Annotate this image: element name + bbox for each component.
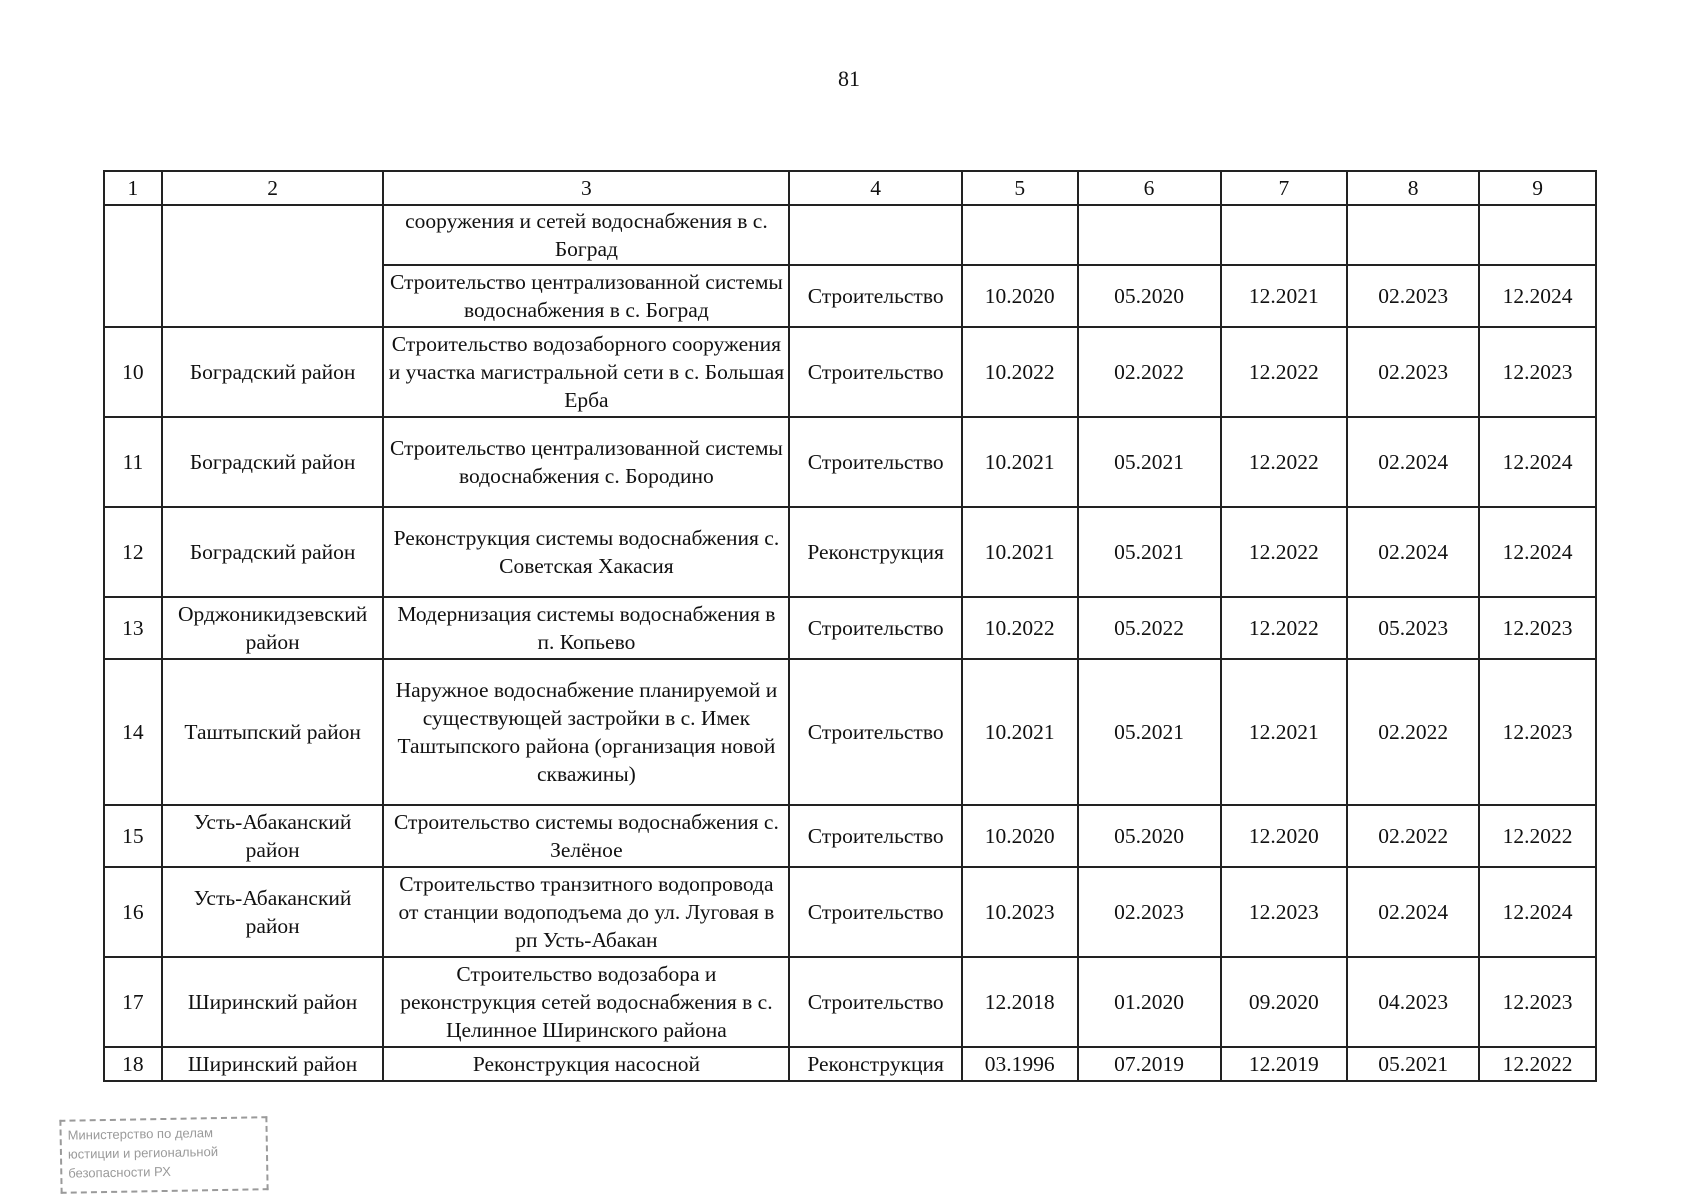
- cell-col6: [1078, 205, 1221, 265]
- cell-col8: 02.2022: [1347, 805, 1479, 867]
- cell-col7: [1221, 205, 1348, 265]
- cell-kind: Строительство: [789, 417, 961, 507]
- cell-col8: 05.2023: [1347, 597, 1479, 659]
- cell-col9: 12.2023: [1479, 659, 1596, 805]
- cell-kind: [789, 205, 961, 265]
- cell-kind: Реконструкция: [789, 507, 961, 597]
- table-row: [104, 867, 1596, 957]
- cell-num: 18: [104, 1047, 162, 1081]
- cell-district: Ширинский район: [162, 957, 384, 1047]
- cell-col6: 01.2020: [1078, 957, 1221, 1047]
- cell-kind: Строительство: [789, 265, 961, 327]
- cell-col7: 12.2021: [1221, 659, 1348, 805]
- table-row: [104, 805, 1596, 867]
- cell-col8: 02.2024: [1347, 507, 1479, 597]
- cell-col8: 05.2021: [1347, 1047, 1479, 1081]
- cell-num: 17: [104, 957, 162, 1047]
- cell-kind: Строительство: [789, 957, 961, 1047]
- table-row: [104, 327, 1596, 417]
- cell-num: [104, 205, 162, 327]
- cell-col5: [962, 205, 1078, 265]
- cell-num: 14: [104, 659, 162, 805]
- table-row: [104, 1047, 1596, 1081]
- cell-col6: 07.2019: [1078, 1047, 1221, 1081]
- cell-col6: 02.2023: [1078, 867, 1221, 957]
- cell-kind: Реконструкция: [789, 1047, 961, 1081]
- cell-district: Ширинский район: [162, 1047, 384, 1081]
- cell-kind: Строительство: [789, 597, 961, 659]
- cell-col7: 12.2022: [1221, 417, 1348, 507]
- cell-col8: 02.2024: [1347, 867, 1479, 957]
- cell-num: 11: [104, 417, 162, 507]
- cell-col9: 12.2022: [1479, 1047, 1596, 1081]
- cell-col9: 12.2024: [1479, 507, 1596, 597]
- cell-district: Боградский район: [162, 507, 384, 597]
- cell-district: Орджоникидзевский район: [162, 597, 384, 659]
- cell-description: Реконструкция системы водоснабжения с. Советская Хакасия: [383, 507, 789, 597]
- cell-col9: 12.2022: [1479, 805, 1596, 867]
- cell-col7: 12.2022: [1221, 597, 1348, 659]
- continuation-row: [104, 205, 1596, 265]
- header-row: [104, 171, 1596, 205]
- cell-col5: 03.1996: [962, 1047, 1078, 1081]
- cell-col5: 10.2021: [962, 507, 1078, 597]
- table-row: [104, 659, 1596, 805]
- cell-district: Усть-Абаканский район: [162, 867, 384, 957]
- cell-col7: 09.2020: [1221, 957, 1348, 1047]
- cell-description: Реконструкция насосной: [383, 1047, 789, 1081]
- cell-description: Строительство водозабора и реконструкция сетей водоснабжения в с. Целинное Ширинского района: [383, 957, 789, 1047]
- cell-kind: Строительство: [789, 327, 961, 417]
- table-row: [104, 417, 1596, 507]
- cell-district: Усть-Абаканский район: [162, 805, 384, 867]
- cell-col5: 12.2018: [962, 957, 1078, 1047]
- cell-col5: 10.2022: [962, 327, 1078, 417]
- cell-col7: 12.2022: [1221, 327, 1348, 417]
- cell-col5: 10.2020: [962, 805, 1078, 867]
- table-header: [104, 171, 1596, 205]
- cell-col8: 02.2022: [1347, 659, 1479, 805]
- cell-num: 16: [104, 867, 162, 957]
- cell-col9: 12.2024: [1479, 417, 1596, 507]
- ministry-stamp: [59, 1116, 268, 1194]
- cell-description: Строительство централизованной системы водоснабжения в с. Боград: [383, 265, 789, 327]
- cell-description: Модернизация системы водоснабжения в п. Копьево: [383, 597, 789, 659]
- header-cell-7: 7: [1221, 171, 1348, 205]
- table-body: [104, 205, 1596, 1081]
- cell-col6: 05.2021: [1078, 417, 1221, 507]
- header-cell-6: 6: [1078, 171, 1221, 205]
- cell-col7: 12.2022: [1221, 507, 1348, 597]
- header-cell-9: 9: [1479, 171, 1596, 205]
- cell-description: Строительство транзитного водопровода от станции водоподъема до ул. Луговая в рп Усть-Абакан: [383, 867, 789, 957]
- cell-col6: 05.2020: [1078, 265, 1221, 327]
- cell-col6: 05.2022: [1078, 597, 1221, 659]
- cell-col8: [1347, 205, 1479, 265]
- cell-num: 12: [104, 507, 162, 597]
- header-cell-2: 2: [162, 171, 384, 205]
- cell-col9: 12.2023: [1479, 597, 1596, 659]
- cell-col7: 12.2019: [1221, 1047, 1348, 1081]
- cell-col5: 10.2022: [962, 597, 1078, 659]
- cell-col9: 12.2023: [1479, 327, 1596, 417]
- cell-col7: 12.2021: [1221, 265, 1348, 327]
- cell-district: Боградский район: [162, 327, 384, 417]
- stamp-line: безопасности РХ: [68, 1163, 171, 1181]
- cell-description: Наружное водоснабжение планируемой и существующей застройки в с. Имек Таштыпского района (организация новой скважины): [383, 659, 789, 805]
- cell-col6: 05.2021: [1078, 659, 1221, 805]
- cell-col7: 12.2023: [1221, 867, 1348, 957]
- header-cell-5: 5: [962, 171, 1078, 205]
- cell-col5: 10.2021: [962, 659, 1078, 805]
- cell-col5: 10.2021: [962, 417, 1078, 507]
- cell-num: 15: [104, 805, 162, 867]
- cell-num: 10: [104, 327, 162, 417]
- cell-col6: 02.2022: [1078, 327, 1221, 417]
- cell-col8: 02.2023: [1347, 327, 1479, 417]
- header-cell-8: 8: [1347, 171, 1479, 205]
- cell-col8: 02.2023: [1347, 265, 1479, 327]
- cell-district: [162, 205, 384, 327]
- stamp-line: Министерство по делам: [67, 1125, 214, 1143]
- cell-district: Таштыпский район: [162, 659, 384, 805]
- cell-col5: 10.2020: [962, 265, 1078, 327]
- cell-district: Боградский район: [162, 417, 384, 507]
- header-cell-3: 3: [383, 171, 789, 205]
- cell-num: 13: [104, 597, 162, 659]
- header-cell-1: 1: [104, 171, 162, 205]
- cell-kind: Строительство: [789, 659, 961, 805]
- stamp-line: юстиции и региональной: [67, 1144, 219, 1162]
- cell-col9: [1479, 205, 1596, 265]
- cell-col6: 05.2020: [1078, 805, 1221, 867]
- table-row: [104, 507, 1596, 597]
- cell-description: Строительство централизованной системы водоснабжения с. Бородино: [383, 417, 789, 507]
- schedule-table: [103, 170, 1597, 1082]
- cell-description: Строительство водозаборного сооружения и участка магистральной сети в с. Большая Ерба: [383, 327, 789, 417]
- cell-col6: 05.2021: [1078, 507, 1221, 597]
- cell-col8: 04.2023: [1347, 957, 1479, 1047]
- cell-col9: 12.2024: [1479, 867, 1596, 957]
- table-row: [104, 957, 1596, 1047]
- cell-description: Строительство системы водоснабжения с. Зелёное: [383, 805, 789, 867]
- cell-col8: 02.2024: [1347, 417, 1479, 507]
- cell-col9: 12.2024: [1479, 265, 1596, 327]
- cell-col7: 12.2020: [1221, 805, 1348, 867]
- header-cell-4: 4: [789, 171, 961, 205]
- cell-kind: Строительство: [789, 805, 961, 867]
- table-row: [104, 597, 1596, 659]
- page-number: 81: [838, 66, 860, 91]
- cell-description: сооружения и сетей водоснабжения в с. Боград: [383, 205, 789, 265]
- cell-kind: Строительство: [789, 867, 961, 957]
- cell-col5: 10.2023: [962, 867, 1078, 957]
- cell-col9: 12.2023: [1479, 957, 1596, 1047]
